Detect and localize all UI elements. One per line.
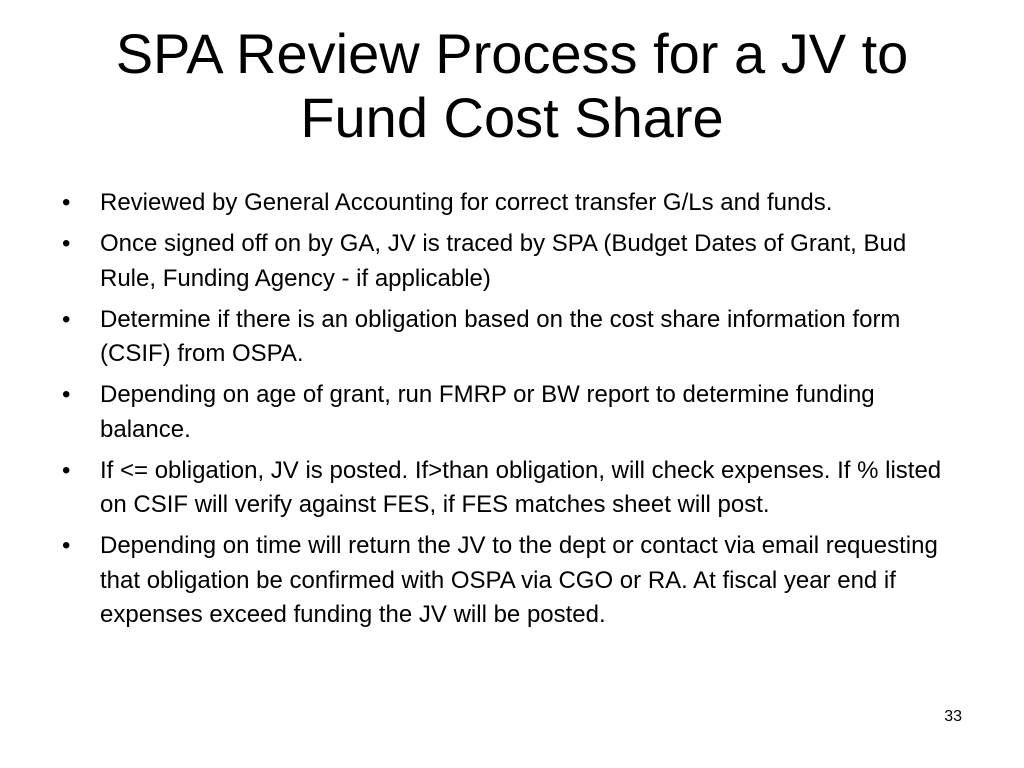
page-number: 33 — [944, 708, 962, 725]
bullet-item — [62, 227, 962, 296]
bullet-text: Determine if there is an obligation based on the cost share information form (CSIF) from OSPA. — [100, 305, 901, 367]
slide-title-line-1: SPA Review Process for a JV to — [115, 22, 909, 85]
bullet-text: Depending on time will return the JV to the dept or contact via email requesting that obligation be confirmed with OSPA via CGO or RA. At fiscal year end if expenses exceed funding the JV will be posted. — [100, 532, 938, 628]
bullet-text: If <= obligation, JV is posted. If>than obligation, will check expenses. If % listed on CSIF will verify against FES, if FES matches sheet will post. — [100, 456, 942, 518]
bullet-icon: • — [62, 305, 71, 333]
bullet-item — [62, 378, 962, 447]
bullet-item — [62, 529, 962, 633]
bullet-text: Depending on age of grant, run FMRP or BW report to determine funding balance. — [100, 381, 875, 443]
bullet-text: Once signed off on by GA, JV is traced by SPA (Budget Dates of Grant, Bud Rule, Funding Agency - if applicable) — [100, 230, 907, 292]
bullet-text: Reviewed by General Accounting for correct transfer G/Ls and funds. — [100, 189, 833, 216]
bullet-item — [62, 454, 962, 523]
bullet-item — [62, 303, 962, 372]
bullet-icon: • — [62, 189, 71, 216]
bullet-icon: • — [62, 381, 71, 408]
bullet-icon: • — [62, 230, 71, 257]
slide-title — [0, 22, 1024, 150]
bullet-item — [62, 186, 962, 221]
slide-title-line-2: Fund Cost Share — [300, 86, 724, 149]
bullet-icon: • — [62, 456, 71, 484]
bullet-icon: • — [62, 532, 71, 559]
bullet-list — [62, 186, 962, 639]
